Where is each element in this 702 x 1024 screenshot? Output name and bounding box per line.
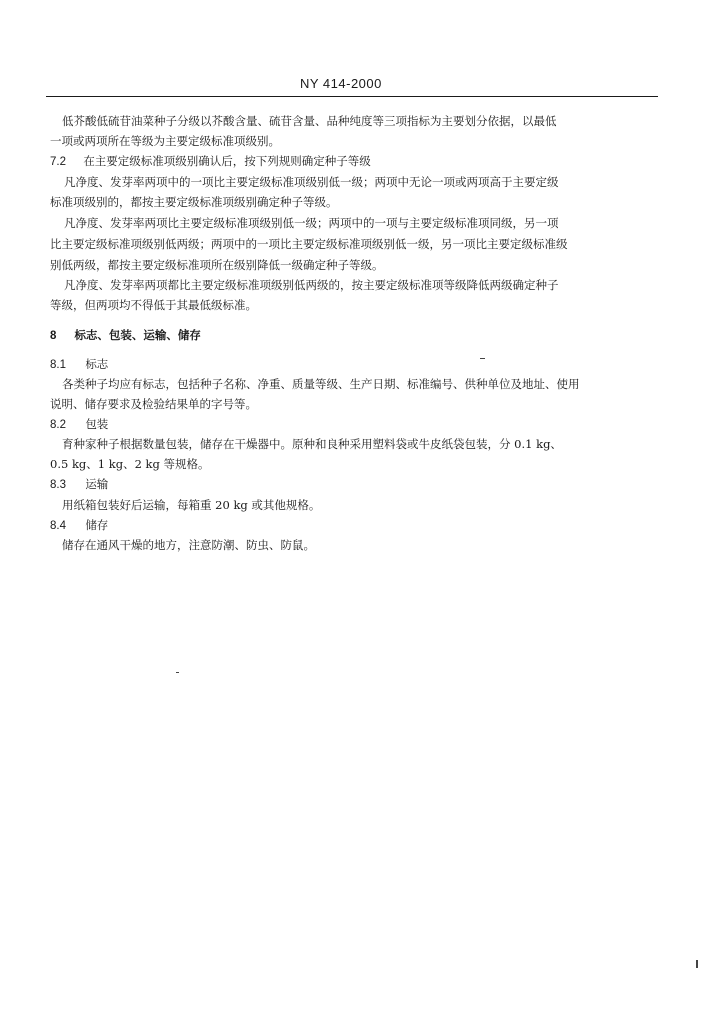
section-title: 运输	[85, 477, 109, 491]
s84-line-1: 储存在通风干燥的地方，注意防潮、防虫、防鼠。	[62, 538, 315, 552]
s72-p1-line-1: 凡净度、发芽率两项中的一项比主要定级标准项级别低一级；两项中无论一项或两项高于主要定级	[64, 175, 559, 189]
section-title: 包装	[85, 417, 109, 431]
section-number: 7.2	[50, 156, 66, 168]
section-8-2-heading	[50, 417, 108, 432]
s72-p3-line-1: 凡净度、发芽率两项都比主要定级标准项级别低两级的，按主要定级标准项等级降低两级确定种子	[64, 278, 559, 292]
section-number: 8	[50, 330, 57, 342]
section-title: 在主要定级标准项级别确认后，按下列规则确定种子等级	[83, 154, 371, 168]
s83-line-1: 用纸箱包装好后运输，每箱重 20 kg 或其他规格。	[62, 498, 321, 512]
section-number: 8.1	[50, 359, 66, 371]
s72-p3-line-2: 等级，但两项均不得低于其最低级标准。	[50, 298, 257, 312]
s72-p2-line-1: 凡净度、发芽率两项比主要定级标准项级别低一级；两项中的一项与主要定级标准项同级，另一项	[64, 216, 559, 230]
s72-p1-line-2: 标准项级别的，都按主要定级标准项级别确定种子等级。	[50, 195, 338, 209]
scan-speck	[696, 960, 698, 968]
intro-line-1: 低芥酸低硫苷油菜种子分级以芥酸含量、硫苷含量、品种纯度等三项指标为主要划分依据，以最低	[62, 114, 557, 128]
section-number: 8.2	[50, 419, 66, 431]
section-8-1-heading	[50, 357, 108, 372]
section-number: 8.3	[50, 479, 66, 491]
section-8-heading	[50, 328, 201, 343]
section-8-4-heading	[50, 518, 108, 533]
s72-p2-line-2: 比主要定级标准项级别低两级；两项中的一项比主要定级标准项级别低一级，另一项比主要定级标准级	[50, 237, 568, 251]
section-title: 标志	[85, 357, 109, 371]
section-title: 标志、包装、运输、储存	[74, 328, 201, 342]
scan-speck	[480, 358, 485, 359]
header-rule	[46, 96, 658, 97]
s81-line-1: 各类种子均应有标志，包括种子名称、净重、质量等级、生产日期、标准编号、供种单位及地址、使用	[62, 377, 580, 391]
s82-line-2: 0.5 kg、1 kg、2 kg 等规格。	[50, 457, 210, 471]
s72-p2-line-3: 别低两级，都按主要定级标准项所在级别降低一级确定种子等级。	[50, 258, 384, 272]
section-number: 8.4	[50, 520, 66, 532]
standard-code-header: NY 414-2000	[300, 76, 382, 91]
section-title: 储存	[85, 518, 109, 532]
intro-line-2: 一项或两项所在等级为主要定级标准项级别。	[50, 134, 280, 148]
section-7-2-heading	[50, 154, 371, 169]
s81-line-2: 说明、储存要求及检验结果单的字号等。	[50, 397, 257, 411]
s82-line-1: 育种家种子根据数量包装，储存在干燥器中。原种和良种采用塑料袋或牛皮纸袋包装，分 0.1 kg、	[62, 437, 562, 451]
section-8-3-heading	[50, 477, 108, 492]
scan-speck	[176, 672, 179, 673]
